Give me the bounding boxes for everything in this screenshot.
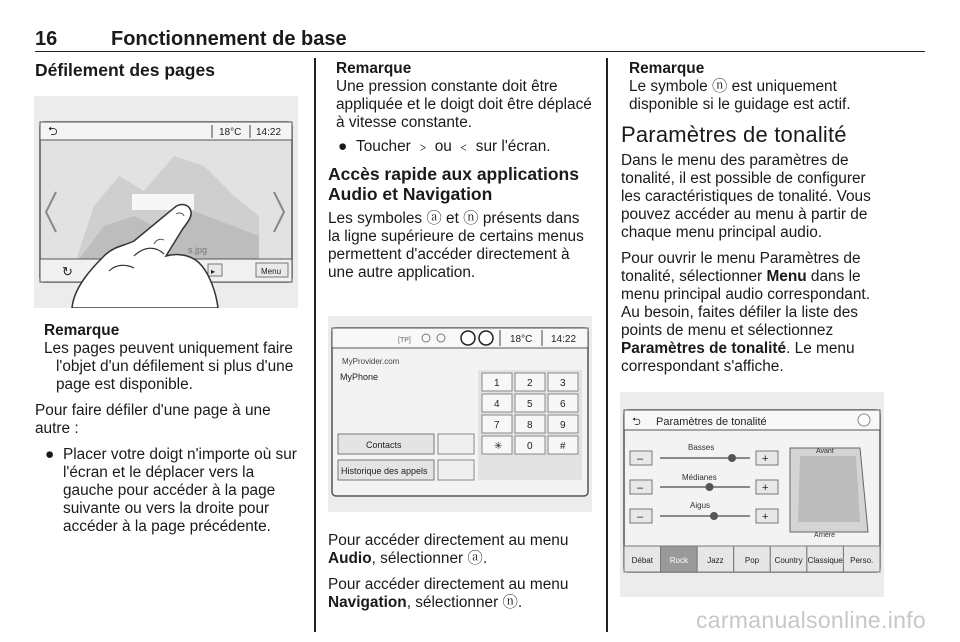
svg-text:MyProvider.com: MyProvider.com <box>342 357 400 366</box>
col2-note <box>328 60 594 132</box>
plus-icon: + <box>762 511 769 523</box>
column-3 <box>621 60 889 384</box>
col1-body <box>35 402 303 542</box>
note-body: Les pages peuvent uniquement faire l'objet d'un défilement si plus d'une page est disponible. <box>44 340 294 393</box>
svg-text:Historique des appels: Historique des appels <box>341 466 428 476</box>
keypad-key-label: 3 <box>560 378 566 389</box>
section-heading: Défilement des pages <box>35 60 215 80</box>
minus-icon: – <box>637 511 644 523</box>
column-divider <box>314 58 316 632</box>
paragraph: Les symboles ⓐ et ⓝ présents dans la ligne supérieure de certains menus permettent d'accéder directement à une autre application. <box>328 210 584 281</box>
column-divider <box>606 58 608 632</box>
paragraph: Pour accéder directement au menu Navigation, sélectionner ⓝ. <box>328 576 569 611</box>
preset-tab-label: Country <box>774 556 803 565</box>
tone-figure <box>620 392 884 597</box>
keypad-key-label: 4 <box>494 399 500 410</box>
keypad-key-label: 6 <box>560 399 566 410</box>
paragraph: Pour accéder directement au menu Audio, sélectionner ⓐ. <box>328 532 569 567</box>
note-title: Remarque <box>629 60 705 77</box>
paragraph: Dans le menu des paramètres de tonalité, il est possible de configurer les caractéristiques de tonalité. Vous pouvez accéder au menu à partir de chaque menu principal audio. <box>621 152 871 241</box>
svg-text:▸: ▸ <box>211 267 216 276</box>
slider-thumb <box>710 512 718 520</box>
phone-figure <box>328 316 592 512</box>
slider-thumb <box>728 454 736 462</box>
svg-text:18°C: 18°C <box>510 334 533 345</box>
column-1 <box>35 60 303 80</box>
preset-tab-label: Débat <box>631 556 653 565</box>
minus-icon: – <box>637 453 644 465</box>
preset-tab-label: Jazz <box>707 556 724 565</box>
page-number: 16 <box>35 28 58 50</box>
bullet-dot: ● <box>338 138 348 155</box>
preset-tab-label: Classique <box>807 556 843 565</box>
page-header <box>35 29 925 52</box>
col1-note <box>44 322 302 394</box>
plus-icon: + <box>762 482 769 494</box>
bullet-text: Toucher ﹥ ou ﹤ sur l'écran. <box>356 138 551 155</box>
svg-text:14:22: 14:22 <box>551 334 577 345</box>
section-heading: Accès rapide aux applications Audio et Navigation <box>328 164 579 204</box>
column-2 <box>328 60 594 290</box>
svg-text:Contacts: Contacts <box>366 440 402 450</box>
svg-text:18°C: 18°C <box>219 127 242 138</box>
svg-text:Paramètres de tonalité: Paramètres de tonalité <box>656 416 767 428</box>
svg-text:Arrière: Arrière <box>814 532 836 539</box>
keypad-key-label: 0 <box>527 441 533 452</box>
preset-tab-label: Rock <box>669 556 688 565</box>
svg-text:14:22: 14:22 <box>256 127 282 138</box>
svg-text:Aigus: Aigus <box>690 501 711 510</box>
preset-tab-label: Pop <box>744 556 760 565</box>
col3-note <box>621 60 889 114</box>
note-body: Le symbole ⓝ est uniquement disponible si le guidage est actif. <box>629 78 851 113</box>
minus-icon: – <box>637 482 644 494</box>
keypad-key-label: 9 <box>560 420 566 431</box>
col2-bottom <box>328 532 594 620</box>
keypad-key-label: 5 <box>527 399 533 410</box>
bullet-text: Placer votre doigt n'importe où sur l'écran et le déplacer vers la gauche pour accéder à la page suivante ou vers la droite pour accéder à la page précédente. <box>63 446 297 535</box>
page-title: Fonctionnement de base <box>111 28 347 50</box>
svg-text:MyPhone: MyPhone <box>340 372 379 382</box>
svg-text:Basses: Basses <box>688 443 715 452</box>
keypad-key-label: 1 <box>494 378 500 389</box>
preset-tabs <box>624 546 880 572</box>
keypad-key-label: 7 <box>494 420 500 431</box>
watermark: carmanualsonline.info <box>695 607 926 633</box>
svg-text:↻: ↻ <box>62 264 73 279</box>
bullet-item <box>35 446 303 536</box>
svg-text:Avant: Avant <box>816 448 834 455</box>
keypad-key-label: # <box>560 441 566 452</box>
svg-text:Menu: Menu <box>261 267 282 276</box>
scroll-figure <box>34 96 298 308</box>
preset-tab-label: Perso. <box>850 556 874 565</box>
bullet-dot: ● <box>45 446 55 463</box>
svg-text:s.jpg: s.jpg <box>188 245 208 255</box>
note-body: Une pression constante doit être appliquée et le doigt doit être déplacé à vitesse constante. <box>336 78 592 131</box>
section-heading: Paramètres de tonalité <box>621 122 847 147</box>
svg-text:⮌: ⮌ <box>632 416 641 428</box>
bullet-item <box>328 138 594 156</box>
keypad-key-label: 8 <box>527 420 533 431</box>
paragraph: Pour ouvrir le menu Paramètres de tonalité, sélectionner Menu dans le menu principal audio correspondant. Au besoin, faites défiler la liste des points de menu et sélectionnez Paramètres de tonalité. Le menu correspondant s'affiche. <box>621 250 870 375</box>
note-title: Remarque <box>336 60 412 77</box>
slider-thumb <box>706 483 714 491</box>
note-title: Remarque <box>44 322 120 339</box>
keypad-key-label: 2 <box>527 378 533 389</box>
svg-text:Médianes: Médianes <box>682 473 717 482</box>
svg-text:[TP]: [TP] <box>398 337 411 344</box>
plus-icon: + <box>762 453 769 465</box>
keypad-key-label: ✳ <box>494 441 503 452</box>
svg-text:⮌: ⮌ <box>48 124 58 138</box>
paragraph: Pour faire défiler d'une page à une autre : <box>35 402 271 437</box>
